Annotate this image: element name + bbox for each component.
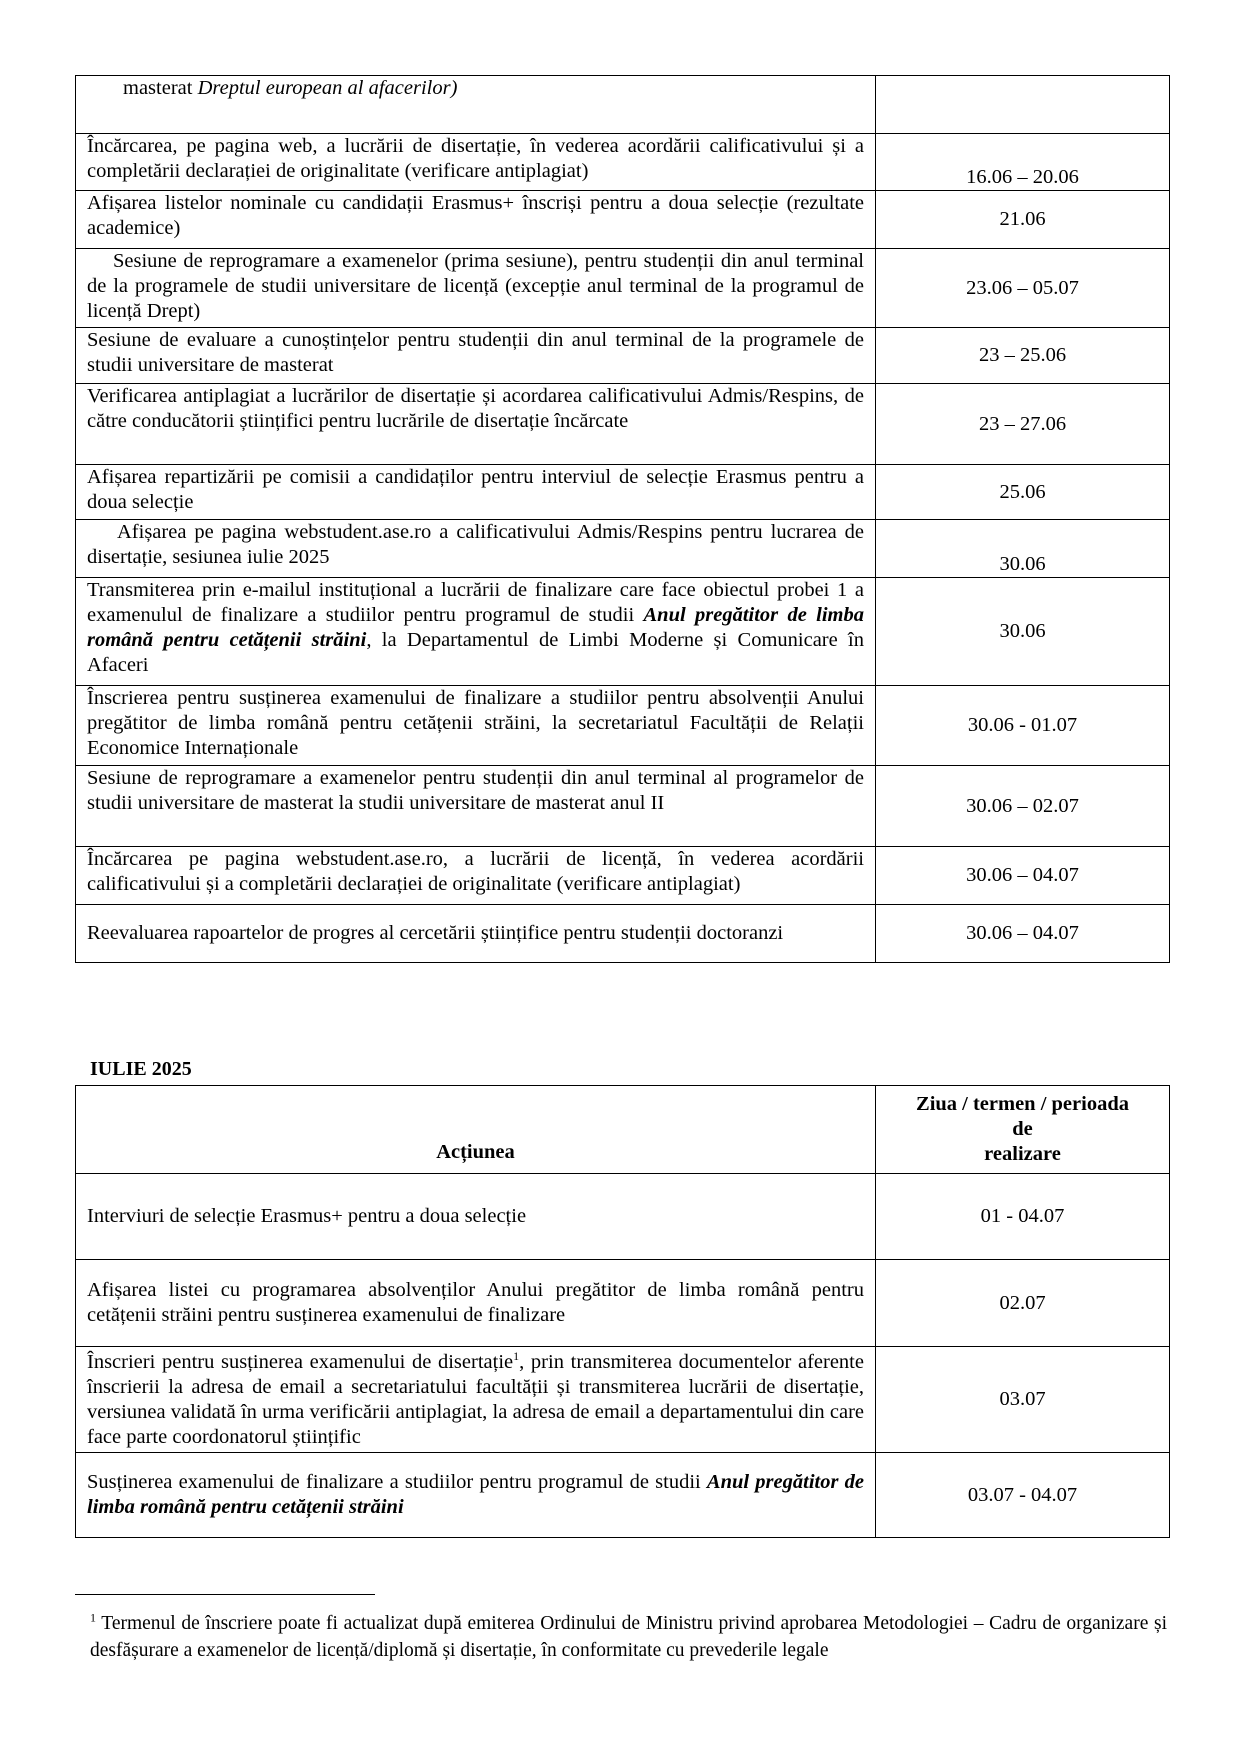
table-row bbox=[76, 1260, 1170, 1347]
date-cell: 30.06 – 04.07 bbox=[876, 847, 1170, 905]
date-cell: 30.06 – 02.07 bbox=[876, 766, 1170, 847]
table-row bbox=[76, 1174, 1170, 1260]
date-cell: 30.06 – 04.07 bbox=[876, 905, 1170, 963]
table-row bbox=[76, 76, 1170, 134]
action-cell: Afișarea pe pagina webstudent.ase.ro a calificativului Admis/Respins pentru lucrarea de disertație, sesiunea iulie 2025 bbox=[76, 520, 876, 578]
action-cell: masterat Dreptul european al afacerilor) bbox=[76, 76, 876, 134]
date-cell: 23 – 25.06 bbox=[876, 328, 1170, 384]
date-cell: 16.06 – 20.06 bbox=[876, 134, 1170, 191]
action-cell: Încărcarea, pe pagina web, a lucrării de disertație, în vederea acordării calificativului și a completării declarației de originalitate (verificare antiplagiat) bbox=[76, 134, 876, 191]
table-row bbox=[76, 905, 1170, 963]
footnote-text: Termenul de înscriere poate fi actualizat după emiterea Ordinului de Ministru privind aprobarea Metodologiei – Cadru de organizare și desfășurare a examenelor de licență/diplomă și disertație, în conformitate cu prevederile legale bbox=[90, 1613, 1167, 1661]
date-cell: 21.06 bbox=[876, 191, 1170, 249]
footnote-separator bbox=[75, 1594, 375, 1595]
footnote bbox=[90, 1610, 1167, 1664]
table-row bbox=[76, 847, 1170, 905]
table-row bbox=[76, 520, 1170, 578]
date-cell: 30.06 - 01.07 bbox=[876, 686, 1170, 766]
table-row bbox=[76, 766, 1170, 847]
schedule-table-july bbox=[75, 1085, 1170, 1538]
date-cell: 03.07 bbox=[876, 1347, 1170, 1453]
action-cell: Afișarea listelor nominale cu candidații Erasmus+ înscriși pentru a doua selecție (rezultate academice) bbox=[76, 191, 876, 249]
column-header-action: Acțiunea bbox=[76, 1086, 876, 1174]
action-cell: Interviuri de selecție Erasmus+ pentru a doua selecție bbox=[76, 1174, 876, 1260]
footnote-mark: 1 bbox=[90, 1610, 96, 1625]
table-row bbox=[76, 249, 1170, 328]
action-cell: Înscrierea pentru susținerea examenului de finalizare a studiilor pentru absolvenții Anului pregătitor de limba română pentru cetățenii străini, la secretariatul Facultății de Relații Economice Internaționale bbox=[76, 686, 876, 766]
action-cell: Transmiterea prin e-mailul instituțional a lucrării de finalizare care face obiectul probei 1 a examenulul de finalizare a studiilor pentru programul de studii Anul pregătitor de limba română pentru cetățenii străini, la Departamentul de Limbi Moderne și Comunicare în Afaceri bbox=[76, 578, 876, 686]
date-cell: 25.06 bbox=[876, 465, 1170, 520]
table-row bbox=[76, 384, 1170, 465]
date-cell: 02.07 bbox=[876, 1260, 1170, 1347]
date-cell bbox=[876, 76, 1170, 134]
table-row bbox=[76, 1347, 1170, 1453]
action-cell: Sesiune de reprogramare a examenelor (prima sesiune), pentru studenții din anul terminal de la programele de studii universitare de licență (excepție anul terminal de la programul de licență Drept) bbox=[76, 249, 876, 328]
action-cell: Înscrieri pentru susținerea examenului de disertație$^1$, prin transmiterea documentelor aferente înscrierii la adresa de email a secretariatului facultății și transmiterea lucrării de disertație, versiunea validată în urma verificării antiplagiat, la adresa de email a departamentului din care face parte coordonatorul științific bbox=[76, 1347, 876, 1453]
table-row bbox=[76, 578, 1170, 686]
action-cell: Sesiune de reprogramare a examenelor pentru studenții din anul terminal al programelor de studii universitare de masterat la studii universitare de masterat anul II bbox=[76, 766, 876, 847]
date-cell: 01 - 04.07 bbox=[876, 1174, 1170, 1260]
action-cell: Reevaluarea rapoartelor de progres al cercetării științifice pentru studenții doctoranzi bbox=[76, 905, 876, 963]
table-row bbox=[76, 1453, 1170, 1538]
schedule-table-june bbox=[75, 75, 1170, 963]
table-row bbox=[76, 134, 1170, 191]
action-cell: Afișarea repartizării pe comisii a candidaților pentru interviul de selecție Erasmus pentru a doua selecție bbox=[76, 465, 876, 520]
date-cell: 23.06 – 05.07 bbox=[876, 249, 1170, 328]
table-row bbox=[76, 191, 1170, 249]
date-cell: 30.06 bbox=[876, 520, 1170, 578]
action-cell: Verificarea antiplagiat a lucrărilor de disertație și acordarea calificativului Admis/Respins, de către conducătorii științifici pentru lucrările de disertație încărcate bbox=[76, 384, 876, 465]
column-header-date: Ziua / termen / perioada de realizare bbox=[876, 1086, 1170, 1174]
section-title: IULIE 2025 bbox=[90, 1058, 192, 1080]
action-cell: Sesiune de evaluare a cunoștințelor pentru studenții din anul terminal de la programele de studii universitare de masterat bbox=[76, 328, 876, 384]
date-cell: 03.07 - 04.07 bbox=[876, 1453, 1170, 1538]
table-header-row bbox=[76, 1086, 1170, 1174]
date-cell: 30.06 bbox=[876, 578, 1170, 686]
action-cell: Afișarea listei cu programarea absolvenților Anului pregătitor de limba română pentru cetățenii străini pentru susținerea examenului de finalizare bbox=[76, 1260, 876, 1347]
table-row bbox=[76, 686, 1170, 766]
action-cell: Susținerea examenului de finalizare a studiilor pentru programul de studii Anul pregătitor de limba română pentru cetățenii străini bbox=[76, 1453, 876, 1538]
table-row bbox=[76, 328, 1170, 384]
date-cell: 23 – 27.06 bbox=[876, 384, 1170, 465]
action-cell: Încărcarea pe pagina webstudent.ase.ro, a lucrării de licență, în vederea acordării calificativului și a completării declarației de originalitate (verificare antiplagiat) bbox=[76, 847, 876, 905]
table-row bbox=[76, 465, 1170, 520]
